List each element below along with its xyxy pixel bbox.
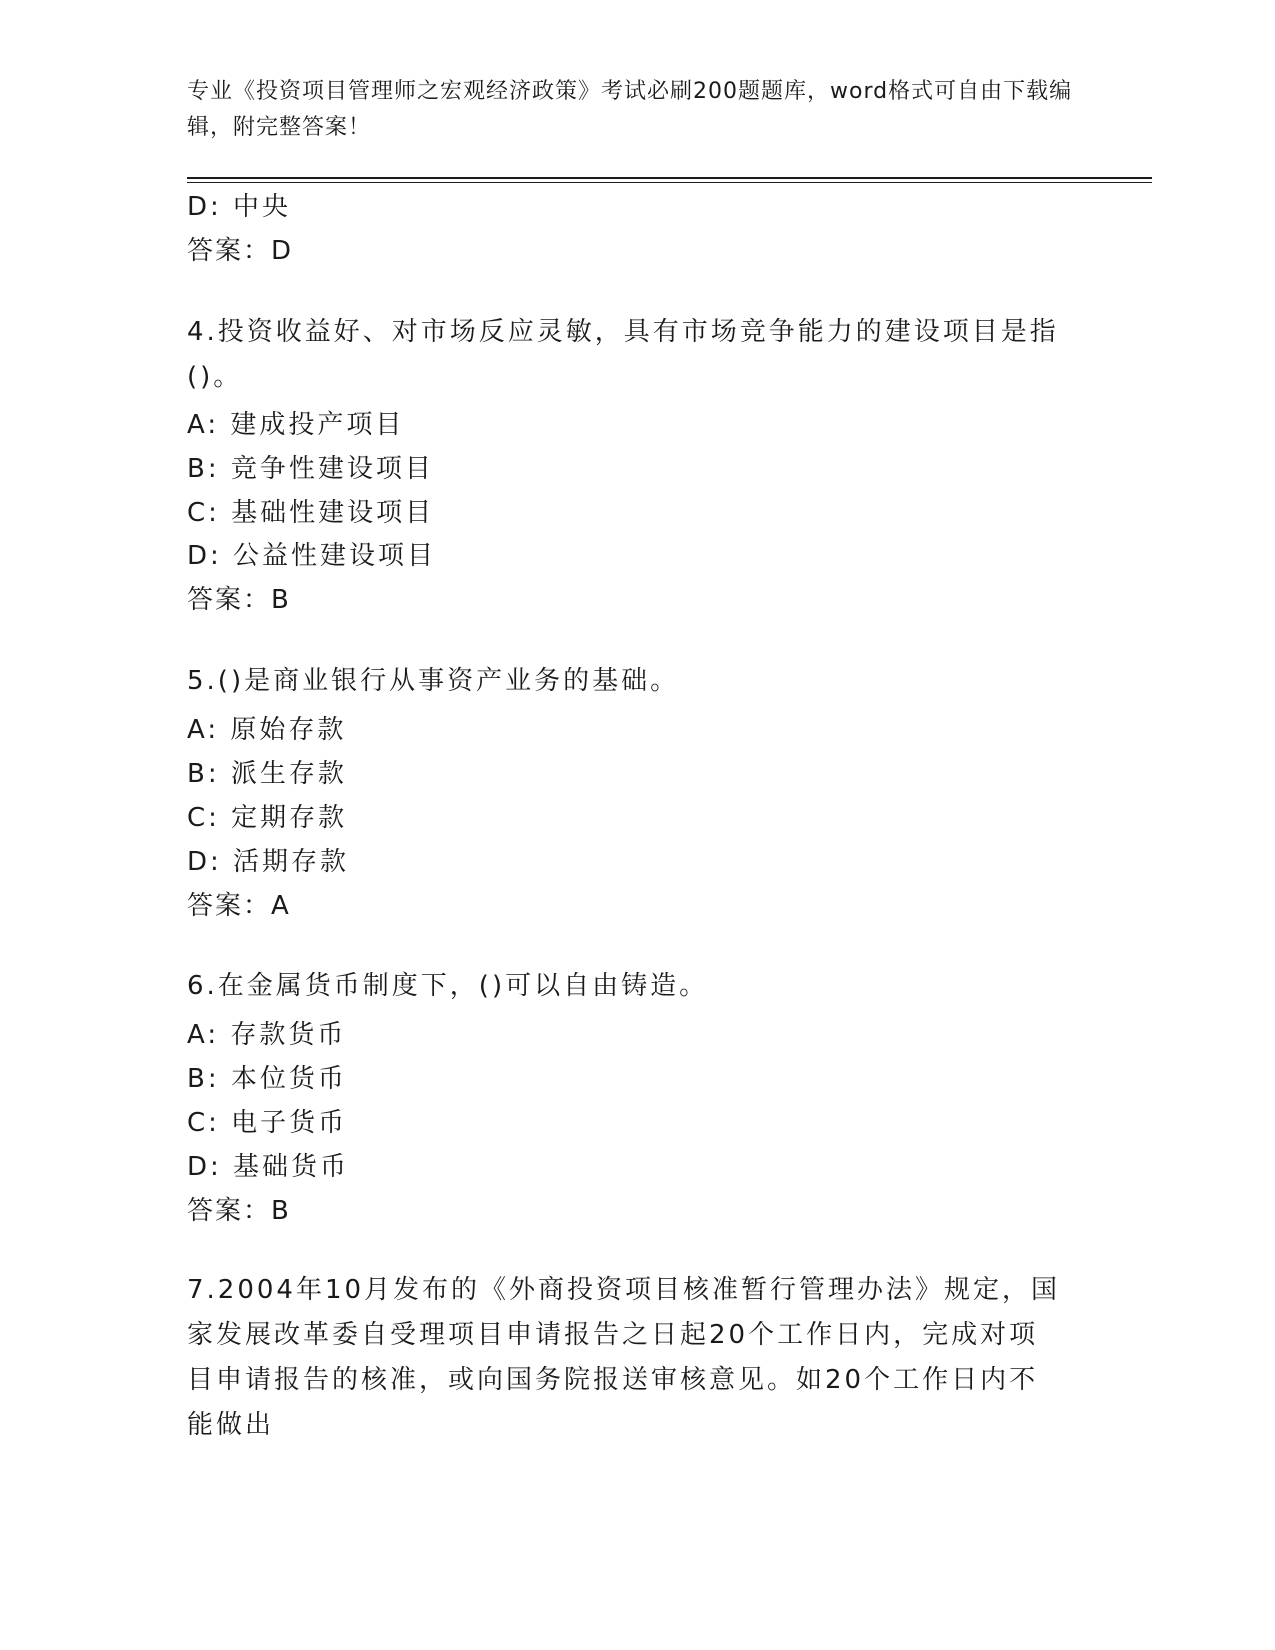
q5-option-c: C: 定期存款 [187,803,348,833]
q3-option-d: D: 中央 [187,192,292,222]
header-divider-thin [187,182,1152,183]
q6-option-b: B: 本位货币 [187,1064,347,1094]
q5-answer: 答案：A [187,891,291,921]
q4-option-b: B: 竞争性建设项目 [187,454,434,484]
q6-answer: 答案：B [187,1196,291,1226]
q5-stem: 5.()是商业银行从事资产业务的基础。 [187,666,680,696]
q5-option-d: D: 活期存款 [187,847,350,877]
q5-option-a: A: 原始存款 [187,715,347,745]
q4-answer: 答案：B [187,585,291,615]
q5-option-b: B: 派生存款 [187,759,347,789]
q6-stem: 6.在金属货币制度下，()可以自由铸造。 [187,971,709,1001]
q4-option-c: C: 基础性建设项目 [187,498,435,528]
q4-option-d: D: 公益性建设项目 [187,541,437,571]
q3-answer: 答案：D [187,236,294,266]
document-header: 专业《投资项目管理师之宏观经济政策》考试必刷200题题库，word格式可自由下载编辑，附完整答案！ [187,79,1073,140]
header-divider-thick [187,177,1152,179]
q4-stem: 4.投资收益好、对市场反应灵敏，具有市场竞争能力的建设项目是指()。 [187,317,1059,392]
q6-option-a: A: 存款货币 [187,1020,347,1050]
q7-stem: 7.2004年10月发布的《外商投资项目核准暂行管理办法》规定，国家发展改革委自受理项目申请报告之日起20个工作日内，完成对项目申请报告的核准，或向国务院报送审核意见。如20个工作日内不能做出 [187,1275,1061,1440]
q4-option-a: A: 建成投产项目 [187,410,405,440]
q6-option-d: D: 基础货币 [187,1152,350,1182]
q6-option-c: C: 电子货币 [187,1108,348,1138]
